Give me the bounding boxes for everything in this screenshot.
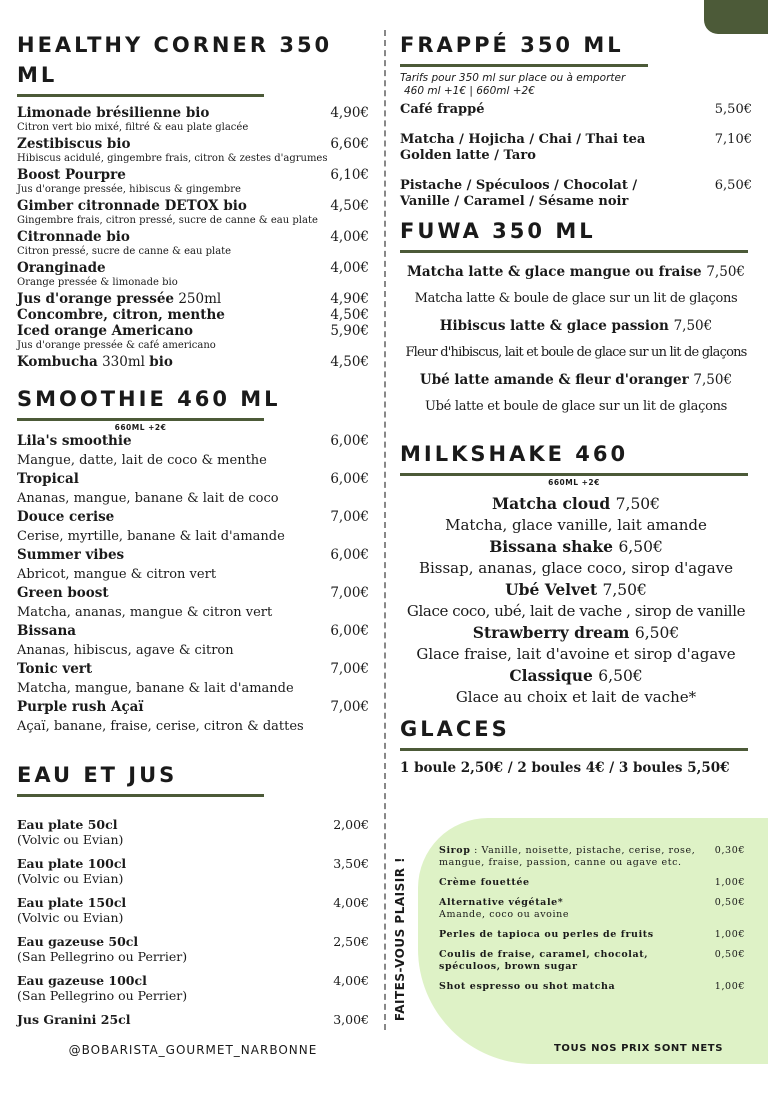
fuwa-item bbox=[400, 263, 752, 281]
tarif-note: Tarifs pour 350 ml sur place ou à emporter bbox=[400, 72, 626, 84]
item-price: 4,00€ bbox=[330, 260, 369, 276]
eau-jus-section bbox=[17, 760, 369, 1057]
extras-item bbox=[439, 877, 745, 889]
item-price: 2,00€ bbox=[333, 817, 369, 832]
menu-item bbox=[17, 973, 369, 1003]
extras-item bbox=[439, 845, 745, 869]
milkshake-item bbox=[400, 536, 752, 558]
menu-item bbox=[17, 660, 369, 698]
item-description: Mangue, datte, lait de coco & menthe bbox=[17, 453, 267, 468]
item-price: 3,50€ bbox=[333, 856, 369, 871]
item-name: Gimber citronnade DETOX bio bbox=[17, 198, 247, 214]
left-column bbox=[17, 30, 369, 1057]
menu-item bbox=[17, 105, 369, 134]
extras-item bbox=[439, 949, 745, 973]
menu-item bbox=[400, 132, 752, 164]
item-description: (San Pellegrino ou Perrier) bbox=[17, 988, 188, 1003]
item-price: 6,00€ bbox=[330, 623, 369, 639]
item-name: Hibiscus latte & glace passion bbox=[439, 318, 669, 334]
item-price: 6,00€ bbox=[330, 471, 369, 487]
item-name: Green boost bbox=[17, 585, 109, 601]
prices-note: TOUS NOS PRIX SONT NETS bbox=[554, 1043, 724, 1054]
item-name: Jus d'orange pressée bbox=[17, 291, 175, 307]
milkshake-section bbox=[400, 439, 752, 708]
menu-item bbox=[17, 167, 369, 196]
menu-item bbox=[17, 934, 369, 964]
item-price: 7,50€ bbox=[615, 495, 661, 513]
menu-item bbox=[17, 622, 369, 660]
extras-item bbox=[439, 929, 745, 941]
milkshake-item bbox=[400, 622, 752, 644]
item-description: Glace fraise, lait d'avoine et sirop d'agave bbox=[416, 645, 736, 663]
item-name: Boost Pourpre bbox=[17, 167, 126, 183]
fuwa-title: FUWA 350 ML bbox=[400, 219, 596, 243]
item-size: 330ml bbox=[102, 354, 145, 370]
smoothie-title: SMOOTHIE 460 ML bbox=[17, 387, 281, 411]
frappe-section bbox=[400, 30, 752, 210]
item-name: Lila's smoothie bbox=[17, 433, 132, 449]
item-description: Açaï, banane, fraise, cerise, citron & dattes bbox=[17, 719, 304, 734]
extras-detail: Amande, coco ou avoine bbox=[439, 909, 570, 920]
extras-item bbox=[439, 981, 745, 993]
item-price: 7,50€ bbox=[673, 318, 713, 334]
milkshake-item bbox=[400, 665, 752, 687]
menu-item bbox=[17, 432, 369, 470]
menu-item bbox=[17, 260, 369, 289]
menu-item bbox=[17, 470, 369, 508]
healthy-corner-section bbox=[17, 30, 369, 370]
item-name: Pistache / Spéculoos / Chocolat / bbox=[400, 178, 638, 193]
menu-item bbox=[17, 698, 369, 736]
item-name: Tropical bbox=[17, 471, 79, 487]
item-price: 7,50€ bbox=[693, 372, 733, 388]
menu-item bbox=[17, 1012, 369, 1027]
item-price: 6,50€ bbox=[598, 667, 643, 685]
extras-name: Shot espresso ou shot matcha bbox=[439, 981, 616, 992]
section-underline bbox=[400, 250, 748, 253]
item-name-line2: Vanille / Caramel / Sésame noir bbox=[400, 194, 629, 209]
milkshake-title: MILKSHAKE 460 bbox=[400, 442, 629, 466]
item-description: Matcha latte & boule de glace sur un lit de glaçons bbox=[414, 291, 738, 306]
fuwa-list bbox=[400, 263, 752, 415]
item-price: 6,10€ bbox=[330, 167, 369, 183]
corner-tab bbox=[704, 0, 768, 34]
item-name-suffix: bio bbox=[149, 354, 173, 370]
item-description: Jus d'orange pressée, hibiscus & gingembre bbox=[17, 184, 241, 195]
section-underline bbox=[17, 94, 264, 97]
item-price: 6,60€ bbox=[330, 136, 369, 152]
milkshake-item bbox=[400, 579, 752, 601]
fuwa-item bbox=[400, 317, 752, 335]
extras-name: Coulis de fraise, caramel, chocolat, spéculoos, brown sugar bbox=[439, 949, 649, 972]
tarif-sizes: 460 ml +1€ | 660ml +2€ bbox=[404, 85, 535, 97]
extras-price: 1,00€ bbox=[714, 929, 745, 940]
item-name: Bissana bbox=[17, 623, 77, 639]
item-name: Iced orange Americano bbox=[17, 323, 194, 339]
menu-item bbox=[17, 229, 369, 258]
item-description: Matcha, mangue, banane & lait d'amande bbox=[17, 681, 294, 696]
frappe-title: FRAPPÉ 350 ML bbox=[400, 33, 624, 57]
extras-price: 0,30€ bbox=[714, 845, 745, 856]
item-name: Eau plate 100cl bbox=[17, 856, 127, 871]
glaces-prices: 1 boule 2,50€ / 2 boules 4€ / 3 boules 5,50€ bbox=[400, 760, 730, 776]
item-description: (Volvic ou Evian) bbox=[17, 910, 124, 925]
item-name-line2: Golden latte / Taro bbox=[400, 148, 536, 163]
right-column bbox=[400, 30, 752, 777]
item-price: 6,50€ bbox=[714, 178, 752, 193]
item-name: Limonade brésilienne bio bbox=[17, 105, 210, 121]
item-name: Citronnade bio bbox=[17, 229, 130, 245]
glaces-section bbox=[400, 714, 752, 777]
item-price: 7,00€ bbox=[330, 585, 369, 601]
item-price: 7,50€ bbox=[706, 264, 745, 280]
item-name: Concombre, citron, menthe bbox=[17, 307, 225, 323]
extras-price: 0,50€ bbox=[714, 897, 745, 908]
item-description: Ananas, hibiscus, agave & citron bbox=[17, 643, 234, 658]
item-description: Matcha, glace vanille, lait amande bbox=[445, 516, 707, 534]
item-price: 2,50€ bbox=[333, 934, 369, 949]
item-price: 7,00€ bbox=[330, 699, 369, 715]
extras-label bbox=[385, 850, 415, 1028]
item-price: 4,50€ bbox=[330, 307, 369, 323]
item-price: 4,00€ bbox=[333, 895, 369, 910]
menu-item bbox=[17, 307, 369, 323]
menu-item bbox=[17, 136, 369, 165]
item-price: 6,50€ bbox=[618, 538, 663, 556]
item-name: Eau plate 50cl bbox=[17, 817, 118, 832]
item-price: 4,00€ bbox=[333, 973, 369, 988]
menu-item bbox=[17, 584, 369, 622]
extras-price: 1,00€ bbox=[714, 981, 745, 992]
instagram-handle: @BOBARISTA_GOURMET_NARBONNE bbox=[68, 1043, 318, 1057]
smoothie-section bbox=[17, 384, 369, 736]
item-description: Ananas, mangue, banane & lait de coco bbox=[17, 491, 279, 506]
item-name: Strawberry dream bbox=[472, 623, 630, 642]
item-description: Glace coco, ubé, lait de vache , sirop de vanille bbox=[406, 602, 746, 620]
item-description: Ubé latte et boule de glace sur un lit de glaçons bbox=[424, 399, 728, 414]
item-price: 5,50€ bbox=[714, 102, 752, 117]
item-name: Bissana shake bbox=[489, 537, 614, 556]
healthy-corner-title: HEALTHY CORNER 350 ML bbox=[17, 33, 333, 87]
size-note: 660ML +2€ bbox=[548, 478, 600, 487]
item-name: Eau gazeuse 50cl bbox=[17, 934, 139, 949]
eau-jus-title: EAU ET JUS bbox=[17, 763, 178, 787]
item-price: 4,00€ bbox=[330, 229, 369, 245]
item-price: 7,00€ bbox=[330, 661, 369, 677]
item-name: Classique bbox=[509, 666, 593, 685]
menu-item bbox=[17, 895, 369, 925]
glaces-title: GLACES bbox=[400, 717, 510, 741]
item-price: 7,00€ bbox=[330, 509, 369, 525]
item-name: Ubé latte amande & fleur d'oranger bbox=[419, 372, 689, 388]
item-description: (Volvic ou Evian) bbox=[17, 832, 124, 847]
item-name: Oranginade bbox=[17, 260, 106, 276]
section-underline bbox=[400, 473, 748, 476]
menu-item bbox=[17, 291, 369, 307]
item-description: Gingembre frais, citron pressé, sucre de canne & eau plate bbox=[17, 215, 318, 226]
menu-item bbox=[17, 817, 369, 847]
section-underline bbox=[400, 748, 748, 751]
extras-name: Sirop bbox=[439, 845, 471, 856]
item-price: 4,50€ bbox=[330, 354, 369, 370]
item-name: Tonic vert bbox=[17, 661, 93, 677]
extras-name: Crème fouettée bbox=[439, 877, 530, 888]
item-price: 3,00€ bbox=[333, 1012, 369, 1027]
size-note: 660ML +2€ bbox=[114, 423, 167, 432]
item-description: Hibiscus acidulé, gingembre frais, citron & zestes d'agrumes bbox=[17, 153, 328, 164]
item-price: 7,10€ bbox=[714, 132, 752, 147]
extras-name: Alternative végétale* bbox=[439, 897, 564, 908]
item-description: Bissap, ananas, glace coco, sirop d'agave bbox=[418, 559, 734, 577]
item-description: Citron vert bio mixé, filtré & eau plate glacée bbox=[17, 122, 249, 133]
item-description: Citron pressé, sucre de canne & eau plate bbox=[17, 246, 232, 257]
item-name: Jus Granini 25cl bbox=[17, 1012, 131, 1027]
item-price: 4,90€ bbox=[330, 291, 369, 307]
fuwa-section bbox=[400, 216, 752, 415]
item-name: Matcha / Hojicha / Chai / Thai tea bbox=[400, 132, 646, 147]
extras-label-text: FAITES-VOUS PLAISIR ! bbox=[393, 856, 407, 1022]
item-name: Douce cerise bbox=[17, 509, 115, 525]
extras-item bbox=[439, 897, 745, 921]
item-description: Fleur d'hibiscus, lait et boule de glace sur un lit de glaçons bbox=[405, 345, 747, 360]
item-size: 250ml bbox=[178, 291, 222, 307]
menu-item bbox=[17, 546, 369, 584]
item-name: Café frappé bbox=[400, 102, 485, 117]
menu-item bbox=[17, 856, 369, 886]
item-description: Matcha, ananas, mangue & citron vert bbox=[17, 605, 273, 620]
item-description: Abricot, mangue & citron vert bbox=[17, 567, 217, 582]
menu-item bbox=[400, 102, 752, 118]
section-underline bbox=[17, 418, 264, 421]
item-price: 4,50€ bbox=[330, 198, 369, 214]
menu-item bbox=[17, 198, 369, 227]
item-name: Matcha latte & glace mangue ou fraise bbox=[406, 264, 702, 280]
menu-item bbox=[17, 508, 369, 546]
item-description: Jus d'orange pressée & café americano bbox=[17, 340, 216, 351]
item-price: 6,50€ bbox=[634, 624, 680, 642]
item-name: Eau gazeuse 100cl bbox=[17, 973, 147, 988]
item-price: 4,90€ bbox=[330, 105, 369, 121]
item-description: Orange pressée & limonade bio bbox=[17, 277, 178, 288]
section-underline bbox=[17, 794, 264, 797]
item-price: 6,00€ bbox=[330, 433, 369, 449]
milkshake-list bbox=[400, 493, 752, 708]
item-description: Cerise, myrtille, banane & lait d'amande bbox=[17, 529, 285, 544]
item-price: 7,50€ bbox=[602, 581, 647, 599]
item-price: 6,00€ bbox=[330, 547, 369, 563]
menu-item bbox=[17, 354, 369, 370]
section-underline bbox=[400, 64, 648, 67]
item-name: Ubé Velvet bbox=[505, 580, 598, 599]
item-name: Purple rush Açaï bbox=[17, 699, 144, 715]
extras-price: 0,50€ bbox=[714, 949, 745, 960]
item-description: (San Pellegrino ou Perrier) bbox=[17, 949, 188, 964]
item-description: (Volvic ou Evian) bbox=[17, 871, 124, 886]
item-name: Matcha cloud bbox=[491, 494, 611, 513]
menu-item bbox=[17, 323, 369, 352]
extras-list bbox=[439, 845, 745, 1001]
extras-detail: : Vanille, noisette, pistache, cerise, rose, mangue, fraise, passion, canne ou agave etc. bbox=[439, 845, 696, 868]
item-name: Eau plate 150cl bbox=[17, 895, 127, 910]
item-name: Kombucha bbox=[17, 354, 98, 370]
item-price: 5,90€ bbox=[330, 323, 369, 339]
item-description: Glace au choix et lait de vache* bbox=[455, 688, 697, 706]
item-name: Zestibiscus bio bbox=[17, 136, 131, 152]
fuwa-item bbox=[400, 371, 752, 389]
extras-name: Perles de tapioca ou perles de fruits bbox=[439, 929, 654, 940]
extras-price: 1,00€ bbox=[714, 877, 745, 888]
item-name: Summer vibes bbox=[17, 547, 125, 563]
milkshake-item bbox=[400, 493, 752, 515]
menu-item bbox=[400, 178, 752, 210]
